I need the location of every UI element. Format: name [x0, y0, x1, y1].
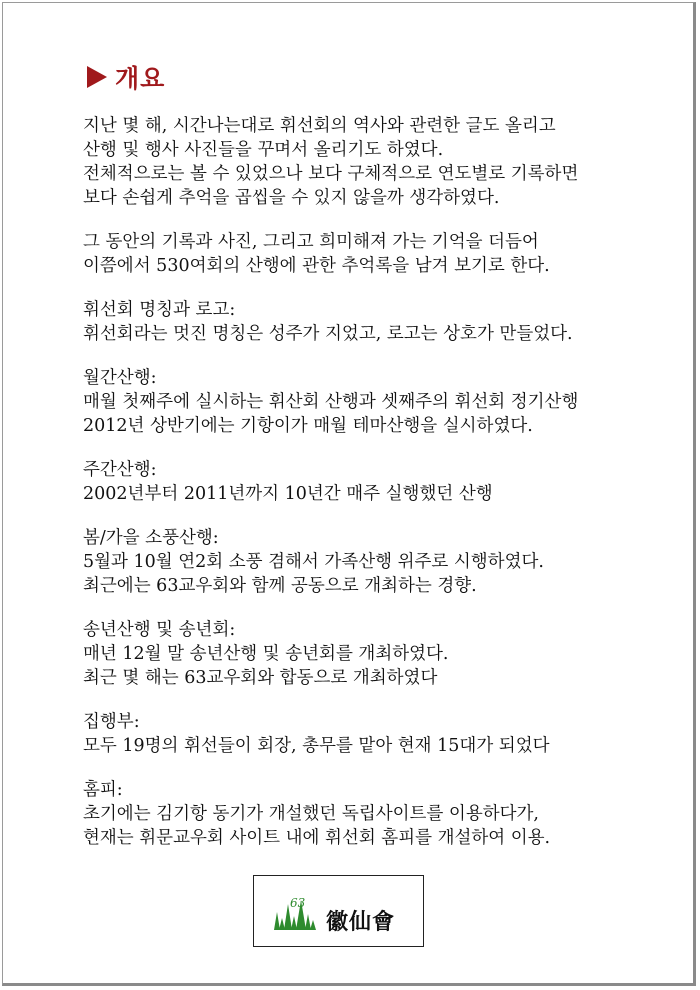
text-line: 초기에는 김기항 동기가 개설했던 독립사이트를 이용하다가, [83, 804, 539, 824]
logo-mountains-icon [254, 876, 423, 946]
body-text [83, 114, 683, 850]
text-line: 전체적으로는 볼 수 있었으나 보다 구체적으로 연도별로 기록하면 [83, 164, 579, 184]
text-line: 최근에는 63교우회와 함께 공동으로 개최하는 경향. [83, 576, 477, 596]
logo [253, 875, 424, 947]
document-page [2, 2, 696, 986]
logo-hanja: 徽仙會 [326, 909, 396, 935]
text-line: 5월과 10월 연2회 소풍 겸해서 가족산행 위주로 시행하였다. [83, 552, 544, 572]
text-line: 집행부: [83, 712, 140, 732]
text-line: 주간산행: [83, 460, 157, 480]
text-line: 지난 몇 해, 시간나는대로 휘선회의 역사와 관련한 글도 올리고 [83, 116, 556, 136]
text-line: 그 동안의 기록과 사진, 그리고 희미해져 가는 기억을 더듬어 [83, 232, 539, 252]
paragraph-gap [83, 758, 683, 778]
text-line: 봄/가을 소풍산행: [83, 528, 219, 548]
text-line: 모두 19명의 휘선들이 회장, 총무를 맡아 현재 15대가 되었다 [83, 736, 550, 756]
text-line: 송년산행 및 송년회: [83, 620, 236, 640]
text-line: 매년 12월 말 송년산행 및 송년회를 개최하였다. [83, 644, 449, 664]
text-line: 보다 손쉽게 추억을 곱씹을 수 있지 않을까 생각하였다. [83, 188, 500, 208]
heading-title: 개요 [115, 64, 166, 93]
paragraph-gap [83, 598, 683, 618]
text-line: 월간산행: [83, 368, 157, 388]
paragraph-gap [83, 690, 683, 710]
logo-number: 63 [290, 896, 306, 910]
paragraph-gap [83, 506, 683, 526]
text-line: 최근 몇 해는 63교우회와 합동으로 개최하였다 [83, 668, 438, 688]
text-line: 매월 첫째주에 실시하는 휘산회 산행과 셋째주의 휘선회 정기산행 [83, 392, 579, 412]
paragraph-gap [83, 210, 683, 230]
text-line: 홈피: [83, 780, 123, 800]
text-line: 2012년 상반기에는 기항이가 매월 테마산행을 실시하였다. [83, 416, 533, 436]
section-heading [87, 59, 165, 95]
paragraph-gap [83, 278, 683, 298]
text-line: 휘선회 명칭과 로고: [83, 300, 236, 320]
text-line: 이쯤에서 530여회의 산행에 관한 추억록을 남겨 보기로 한다. [83, 256, 550, 276]
play-triangle-icon [87, 66, 107, 88]
text-line: 산행 및 행사 사진들을 꾸며서 올리기도 하였다. [83, 140, 444, 160]
paragraph-gap [83, 346, 683, 366]
text-line: 휘선회라는 멋진 명칭은 성주가 지었고, 로고는 상호가 만들었다. [83, 324, 573, 344]
text-line: 현재는 휘문교우회 사이트 내에 휘선회 홈피를 개설하여 이용. [83, 828, 551, 848]
text-line: 2002년부터 2011년까지 10년간 매주 실행했던 산행 [83, 484, 493, 504]
paragraph-gap [83, 438, 683, 458]
